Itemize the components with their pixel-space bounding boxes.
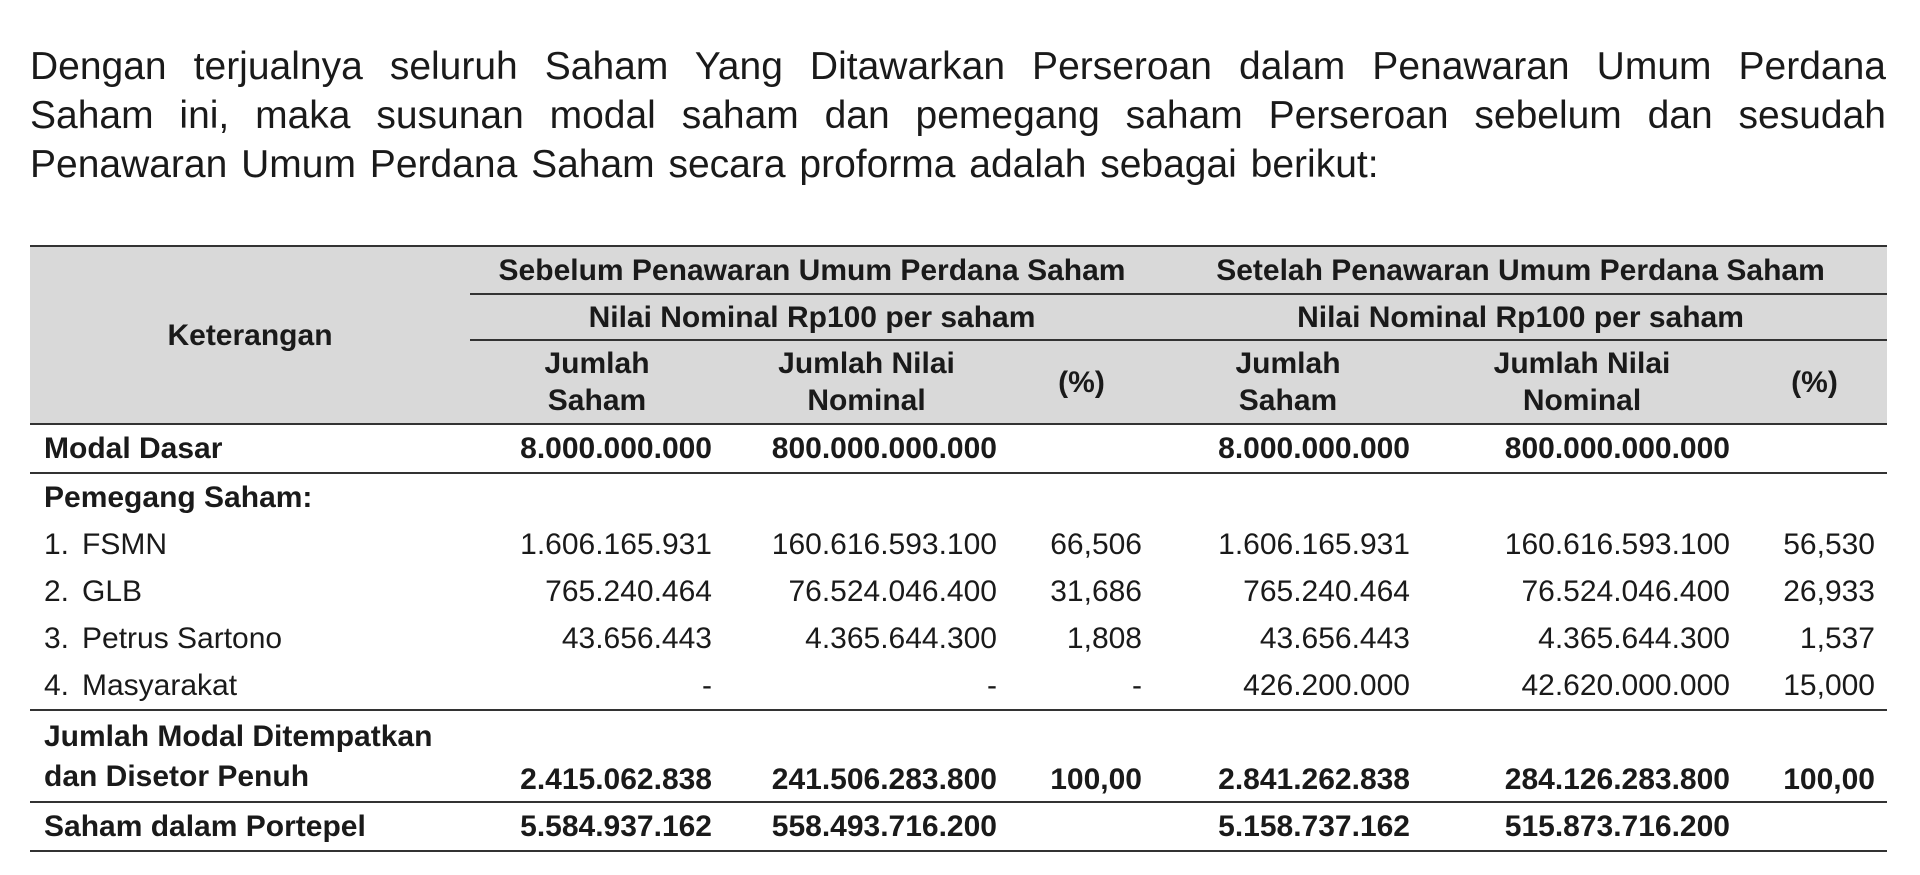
header-after-jumlah-saham: Jumlah Saham — [1154, 340, 1422, 424]
before-value: - — [724, 662, 1009, 710]
before-shares: 43.656.443 — [561, 621, 712, 655]
header-keterangan: Keterangan — [30, 246, 470, 424]
table-row-jumlah-modal — [30, 710, 1887, 802]
after-shares: 5.158.737.162 — [1154, 802, 1422, 851]
header-after-nominal: Nilai Nominal Rp100 per saham — [1154, 294, 1887, 340]
header-after-percent: (%) — [1742, 340, 1887, 424]
before-percent: 66,506 — [1050, 527, 1142, 561]
table-row — [30, 662, 1887, 710]
after-value: 800.000.000.000 — [1422, 424, 1742, 473]
before-shares: 1.606.165.931 — [520, 527, 712, 561]
table-row-pemegang-saham — [30, 473, 1887, 521]
table-row — [30, 615, 1887, 662]
before-shares: 5.584.937.162 — [470, 802, 724, 851]
header-before-title: Sebelum Penawaran Umum Perdana Saham — [470, 246, 1154, 294]
after-value: 160.616.593.100 — [1504, 527, 1730, 561]
after-shares: 1.606.165.931 — [1218, 527, 1410, 561]
header-after-jumlah-nilai: Jumlah Nilai Nominal — [1422, 340, 1742, 424]
before-value: 558.493.716.200 — [724, 802, 1009, 851]
after-shares: 8.000.000.000 — [1154, 424, 1422, 473]
after-percent — [1742, 424, 1887, 473]
shareholder-name: 2. GLB — [44, 574, 143, 608]
before-value: 241.506.283.800 — [724, 710, 1009, 802]
table-row-modal-dasar — [30, 424, 1887, 473]
before-shares: 8.000.000.000 — [470, 424, 724, 473]
before-percent: - — [1009, 662, 1154, 710]
table-row — [30, 521, 1887, 568]
before-value: 4.365.644.300 — [805, 621, 997, 655]
after-percent — [1742, 802, 1887, 851]
after-shares: 2.841.262.838 — [1154, 710, 1422, 802]
shareholder-name: 4. Masyarakat — [30, 662, 470, 710]
before-percent: 100,00 — [1009, 710, 1154, 802]
capital-structure-table — [30, 245, 1887, 852]
before-value: 800.000.000.000 — [724, 424, 1009, 473]
before-shares: - — [470, 662, 724, 710]
row-label: Pemegang Saham: — [44, 480, 313, 514]
after-shares: 765.240.464 — [1243, 574, 1410, 608]
after-shares: 43.656.443 — [1259, 621, 1410, 655]
row-label: Jumlah Modal Ditempatkan dan Disetor Penuh — [30, 710, 470, 802]
after-value: 4.365.644.300 — [1538, 621, 1730, 655]
shareholder-name: 3. Petrus Sartono — [44, 621, 283, 655]
header-before-jumlah-saham: Jumlah Saham — [470, 340, 724, 424]
before-value: 160.616.593.100 — [771, 527, 997, 561]
header-before-percent: (%) — [1009, 340, 1154, 424]
after-value: 42.620.000.000 — [1422, 662, 1742, 710]
table-row-portepel — [30, 802, 1887, 851]
after-percent: 100,00 — [1742, 710, 1887, 802]
after-value: 284.126.283.800 — [1422, 710, 1742, 802]
header-before-nominal: Nilai Nominal Rp100 per saham — [470, 294, 1154, 340]
before-shares: 765.240.464 — [545, 574, 712, 608]
row-label: Modal Dasar — [30, 424, 470, 473]
before-value: 76.524.046.400 — [788, 574, 997, 608]
table-row — [30, 568, 1887, 615]
after-percent: 56,530 — [1783, 527, 1875, 561]
before-percent: 1,808 — [1066, 621, 1142, 655]
row-label: Saham dalam Portepel — [30, 802, 470, 851]
header-before-jumlah-nilai: Jumlah Nilai Nominal — [724, 340, 1009, 424]
before-shares: 2.415.062.838 — [470, 710, 724, 802]
after-percent: 1,537 — [1799, 621, 1875, 655]
after-shares: 426.200.000 — [1154, 662, 1422, 710]
header-after-title: Setelah Penawaran Umum Perdana Saham — [1154, 246, 1887, 294]
shareholder-name: 1. FSMN — [44, 527, 167, 561]
before-percent: 31,686 — [1050, 574, 1142, 608]
before-percent — [1009, 424, 1154, 473]
intro-paragraph: Dengan terjualnya seluruh Saham Yang Ditawarkan Perseroan dalam Penawaran Umum Perdana Saham ini, maka susunan modal saham dan pemegang saham Perseroan sebelum dan sesudah Penawaran Umum Perdana Saham secara proforma adalah sebagai berikut: — [30, 45, 1886, 186]
after-percent: 15,000 — [1742, 662, 1887, 710]
after-percent: 26,933 — [1783, 574, 1875, 608]
after-value: 515.873.716.200 — [1422, 802, 1742, 851]
after-value: 76.524.046.400 — [1521, 574, 1730, 608]
before-percent — [1009, 802, 1154, 851]
